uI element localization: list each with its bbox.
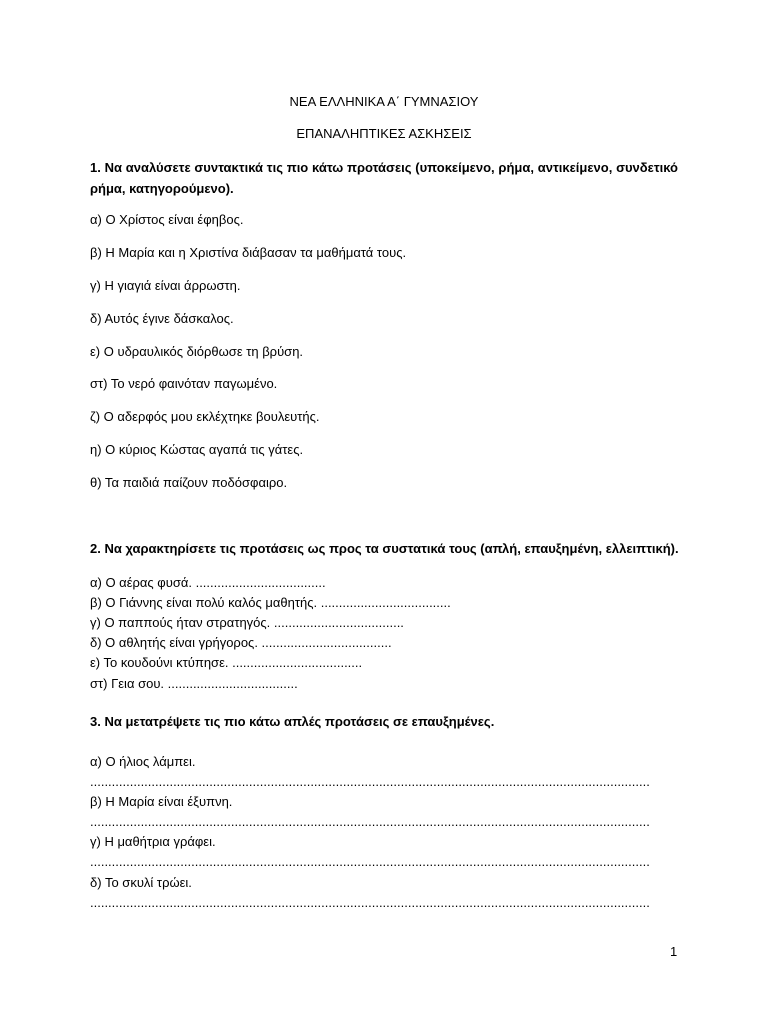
exercise3-item: α) Ο ήλιος λάμπει. [90,754,196,769]
exercise2-item: ε) Το κουδούνι κτύπησε. .................................... [90,655,363,670]
exercise1-item: στ) Το νερό φαινόταν παγωμένο. [90,376,278,391]
exercise2-item: γ) Ο παππούς ήταν στρατηγός. .................................... [90,615,404,630]
exercise1-item: γ) Η γιαγιά είναι άρρωστη. [90,278,241,293]
exercise2-heading: 2. Να χαρακτηρίσετε τις προτάσεις ως προς τα συστατικά τους (απλή, επαυξημένη, ελλειπτική). [90,541,679,556]
exercise2-item: α) Ο αέρας φυσά. .................................... [90,575,326,590]
exercise3-heading: 3. Να μετατρέψετε τις πιο κάτω απλές προτάσεις σε επαυξημένες. [90,714,495,729]
answer-dotline: ........................................................................................................................................................... [90,895,650,910]
exercise1-item: α) Ο Χρίστος είναι έφηβος. [90,212,244,227]
exercise1-item: β) Η Μαρία και η Χριστίνα διάβασαν τα μαθήματά τους. [90,245,407,260]
answer-dotline: ........................................................................................................................................................... [90,814,650,829]
document-subtitle: ΕΠΑΝΑΛΗΠΤΙΚΕΣ ΑΣΚΗΣΕΙΣ [296,126,472,141]
exercise3-item: β) Η Μαρία είναι έξυπνη. [90,794,233,809]
exercise1-item: δ) Αυτός έγινε δάσκαλος. [90,311,234,326]
exercise1-item: θ) Τα παιδιά παίζουν ποδόσφαιρο. [90,475,288,490]
page-number: 1 [670,944,678,959]
exercise3-item: δ) Το σκυλί τρώει. [90,875,192,890]
document-title: ΝΕΑ ΕΛΛΗΝΙΚΑ Α΄ ΓΥΜΝΑΣΙΟΥ [289,94,479,109]
exercise1-item: ζ) Ο αδερφός μου εκλέχτηκε βουλευτής. [90,409,320,424]
exercise1-heading: 1. Να αναλύσετε συντακτικά τις πιο κάτω προτάσεις (υποκείμενο, ρήμα, αντικείμενο, συνδετικό ρήμα, κατηγορούμενο). [90,160,678,196]
exercise3-item: γ) Η μαθήτρια γράφει. [90,834,216,849]
exercise1-item: η) Ο κύριος Κώστας αγαπά τις γάτες. [90,442,304,457]
exercise1-item: ε) Ο υδραυλικός διόρθωσε τη βρύση. [90,344,304,359]
answer-dotline: ........................................................................................................................................................... [90,774,650,789]
exercise2-item: β) Ο Γιάννης είναι πολύ καλός μαθητής. .................................... [90,595,451,610]
answer-dotline: ........................................................................................................................................................... [90,854,650,869]
exercise2-item: δ) Ο αθλητής είναι γρήγορος. .................................... [90,635,392,650]
exercise2-item: στ) Γεια σου. .................................... [90,676,298,691]
